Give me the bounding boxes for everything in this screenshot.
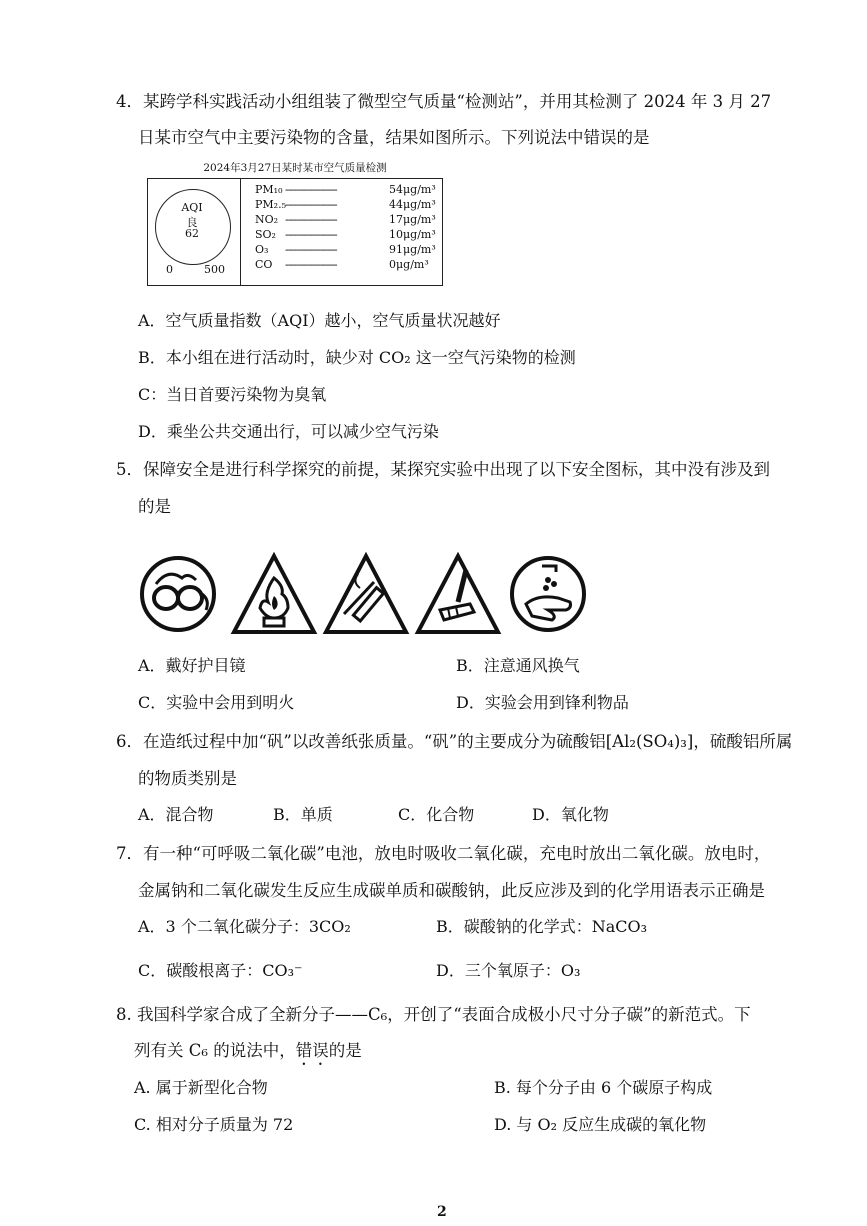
pollutant-dashes: ------------------- [285, 228, 337, 241]
aqi-label: AQI [181, 201, 203, 214]
q5-option-a: A．戴好护目镜 [138, 656, 246, 675]
pollutant-value: 10μg/m³ [389, 228, 436, 241]
q7-option-d: D．三个氧原子：O₃ [436, 961, 581, 980]
q5-stem-line2: 的是 [138, 497, 171, 516]
aqi-divider [240, 179, 241, 285]
page-number: 2 [437, 1204, 447, 1220]
pollutant-name: O₃ [255, 243, 269, 256]
sharp-object-icon [414, 552, 502, 636]
aqi-value: 62 [185, 227, 199, 240]
pollutant-value: 54μg/m³ [389, 183, 436, 196]
q6-stem-line2: 的物质类别是 [138, 769, 237, 788]
aqi-scale-max: 500 [204, 263, 225, 276]
q8-option-a: A. 属于新型化合物 [134, 1078, 268, 1097]
q5-option-b: B．注意通风换气 [456, 656, 580, 675]
q4-stem-line2: 日某市空气中主要污染物的含量，结果如图所示。下列说法中错误的是 [138, 128, 650, 147]
q7-option-c: C．碳酸根离子：CO₃⁻ [138, 961, 303, 980]
q8-stem-line2-start: 列有关 C₆ 的说法中， [134, 1041, 296, 1060]
q8-stem-line2-end: 的是 [328, 1041, 362, 1060]
q5-option-d: D．实验会用到锋利物品 [456, 693, 629, 712]
q4-option-c: C：当日首要污染物为臭氧 [138, 385, 327, 404]
no-smoking-icon [322, 552, 410, 636]
q5-stem-line1: 5．保障安全是进行科学探究的前提，某探究实验中出现了以下安全图标，其中没有涉及到 [116, 460, 770, 479]
wash-hands-icon [508, 554, 588, 634]
pollutant-name: CO [255, 258, 273, 271]
q8-option-b: B. 每个分子由 6 个碳原子构成 [494, 1078, 713, 1097]
safety-icons-row [138, 552, 588, 636]
q4-option-b: B．本小组在进行活动时，缺少对 CO₂ 这一空气污染物的检测 [138, 348, 576, 367]
pollutant-dashes: ------------------- [285, 243, 337, 256]
q7-option-b: B．碳酸钠的化学式：NaCO₃ [436, 917, 648, 936]
pollutant-dashes: ------------------- [285, 183, 337, 196]
q4-option-a: A．空气质量指数（AQI）越小，空气质量状况越好 [138, 311, 501, 330]
q6-option-d: D．氧化物 [532, 805, 609, 824]
q8-option-d: D. 与 O₂ 反应生成碳的氧化物 [494, 1115, 707, 1134]
q7-stem-line2: 金属钠和二氧化碳发生反应生成碳单质和碳酸钠，此反应涉及到的化学用语表示正确是 [138, 881, 765, 900]
q6-option-a: A．混合物 [138, 805, 214, 824]
q8-stem-line2 [134, 1037, 362, 1069]
pollutant-name: NO₂ [255, 213, 279, 226]
q8-stem-line1: 8. 我国科学家合成了全新分子——C₆，开创了“表面合成极小尺寸分子碳”的新范式。下 [116, 1005, 751, 1024]
pollutant-value: 17μg/m³ [389, 213, 436, 226]
open-flame-icon [230, 552, 318, 636]
q5-option-c: C．实验中会用到明火 [138, 693, 295, 712]
q6-option-c: C．化合物 [398, 805, 475, 824]
q8-emphasis-text: 错误 [295, 1041, 329, 1060]
aqi-scale-min: 0 [166, 263, 173, 276]
pollutant-value: 44μg/m³ [389, 198, 436, 211]
q4-option-d: D．乘坐公共交通出行，可以减少空气污染 [138, 422, 439, 441]
pollutant-name: PM₁₀ [255, 183, 283, 196]
pollutant-name: PM₂.₅ [255, 198, 286, 211]
q8-option-c: C. 相对分子质量为 72 [134, 1115, 294, 1134]
aqi-figure-box [147, 178, 443, 286]
aqi-level: 良 [186, 216, 198, 229]
q6-stem-line1: 6．在造纸过程中加“矾”以改善纸张质量。“矾”的主要成分为硫酸铝[Al₂(SO₄)₃]，硫酸铝所属 [116, 732, 793, 751]
pollutant-value: 0μg/m³ [389, 258, 429, 271]
q7-option-a: A．3 个二氧化碳分子：3CO₂ [138, 917, 351, 936]
pollutant-dashes: ------------------- [285, 198, 337, 211]
aqi-figure [147, 160, 443, 288]
pollutant-value: 91μg/m³ [389, 243, 436, 256]
aqi-figure-title: 2024年3月27日某时某市空气质量检测 [203, 162, 387, 174]
pollutant-dashes: ------------------- [285, 213, 337, 226]
q4-stem-line1: 4．某跨学科实践活动小组组装了微型空气质量“检测站”，并用其检测了 2024 年 3 月 27 [116, 92, 772, 111]
pollutant-dashes: ------------------- [285, 258, 337, 271]
q6-option-b: B．单质 [273, 805, 333, 824]
q7-stem-line1: 7．有一种“可呼吸二氧化碳”电池，放电时吸收二氧化碳，充电时放出二氧化碳。放电时， [116, 844, 771, 863]
pollutant-name: SO₂ [255, 228, 276, 241]
goggles-icon [138, 554, 218, 634]
